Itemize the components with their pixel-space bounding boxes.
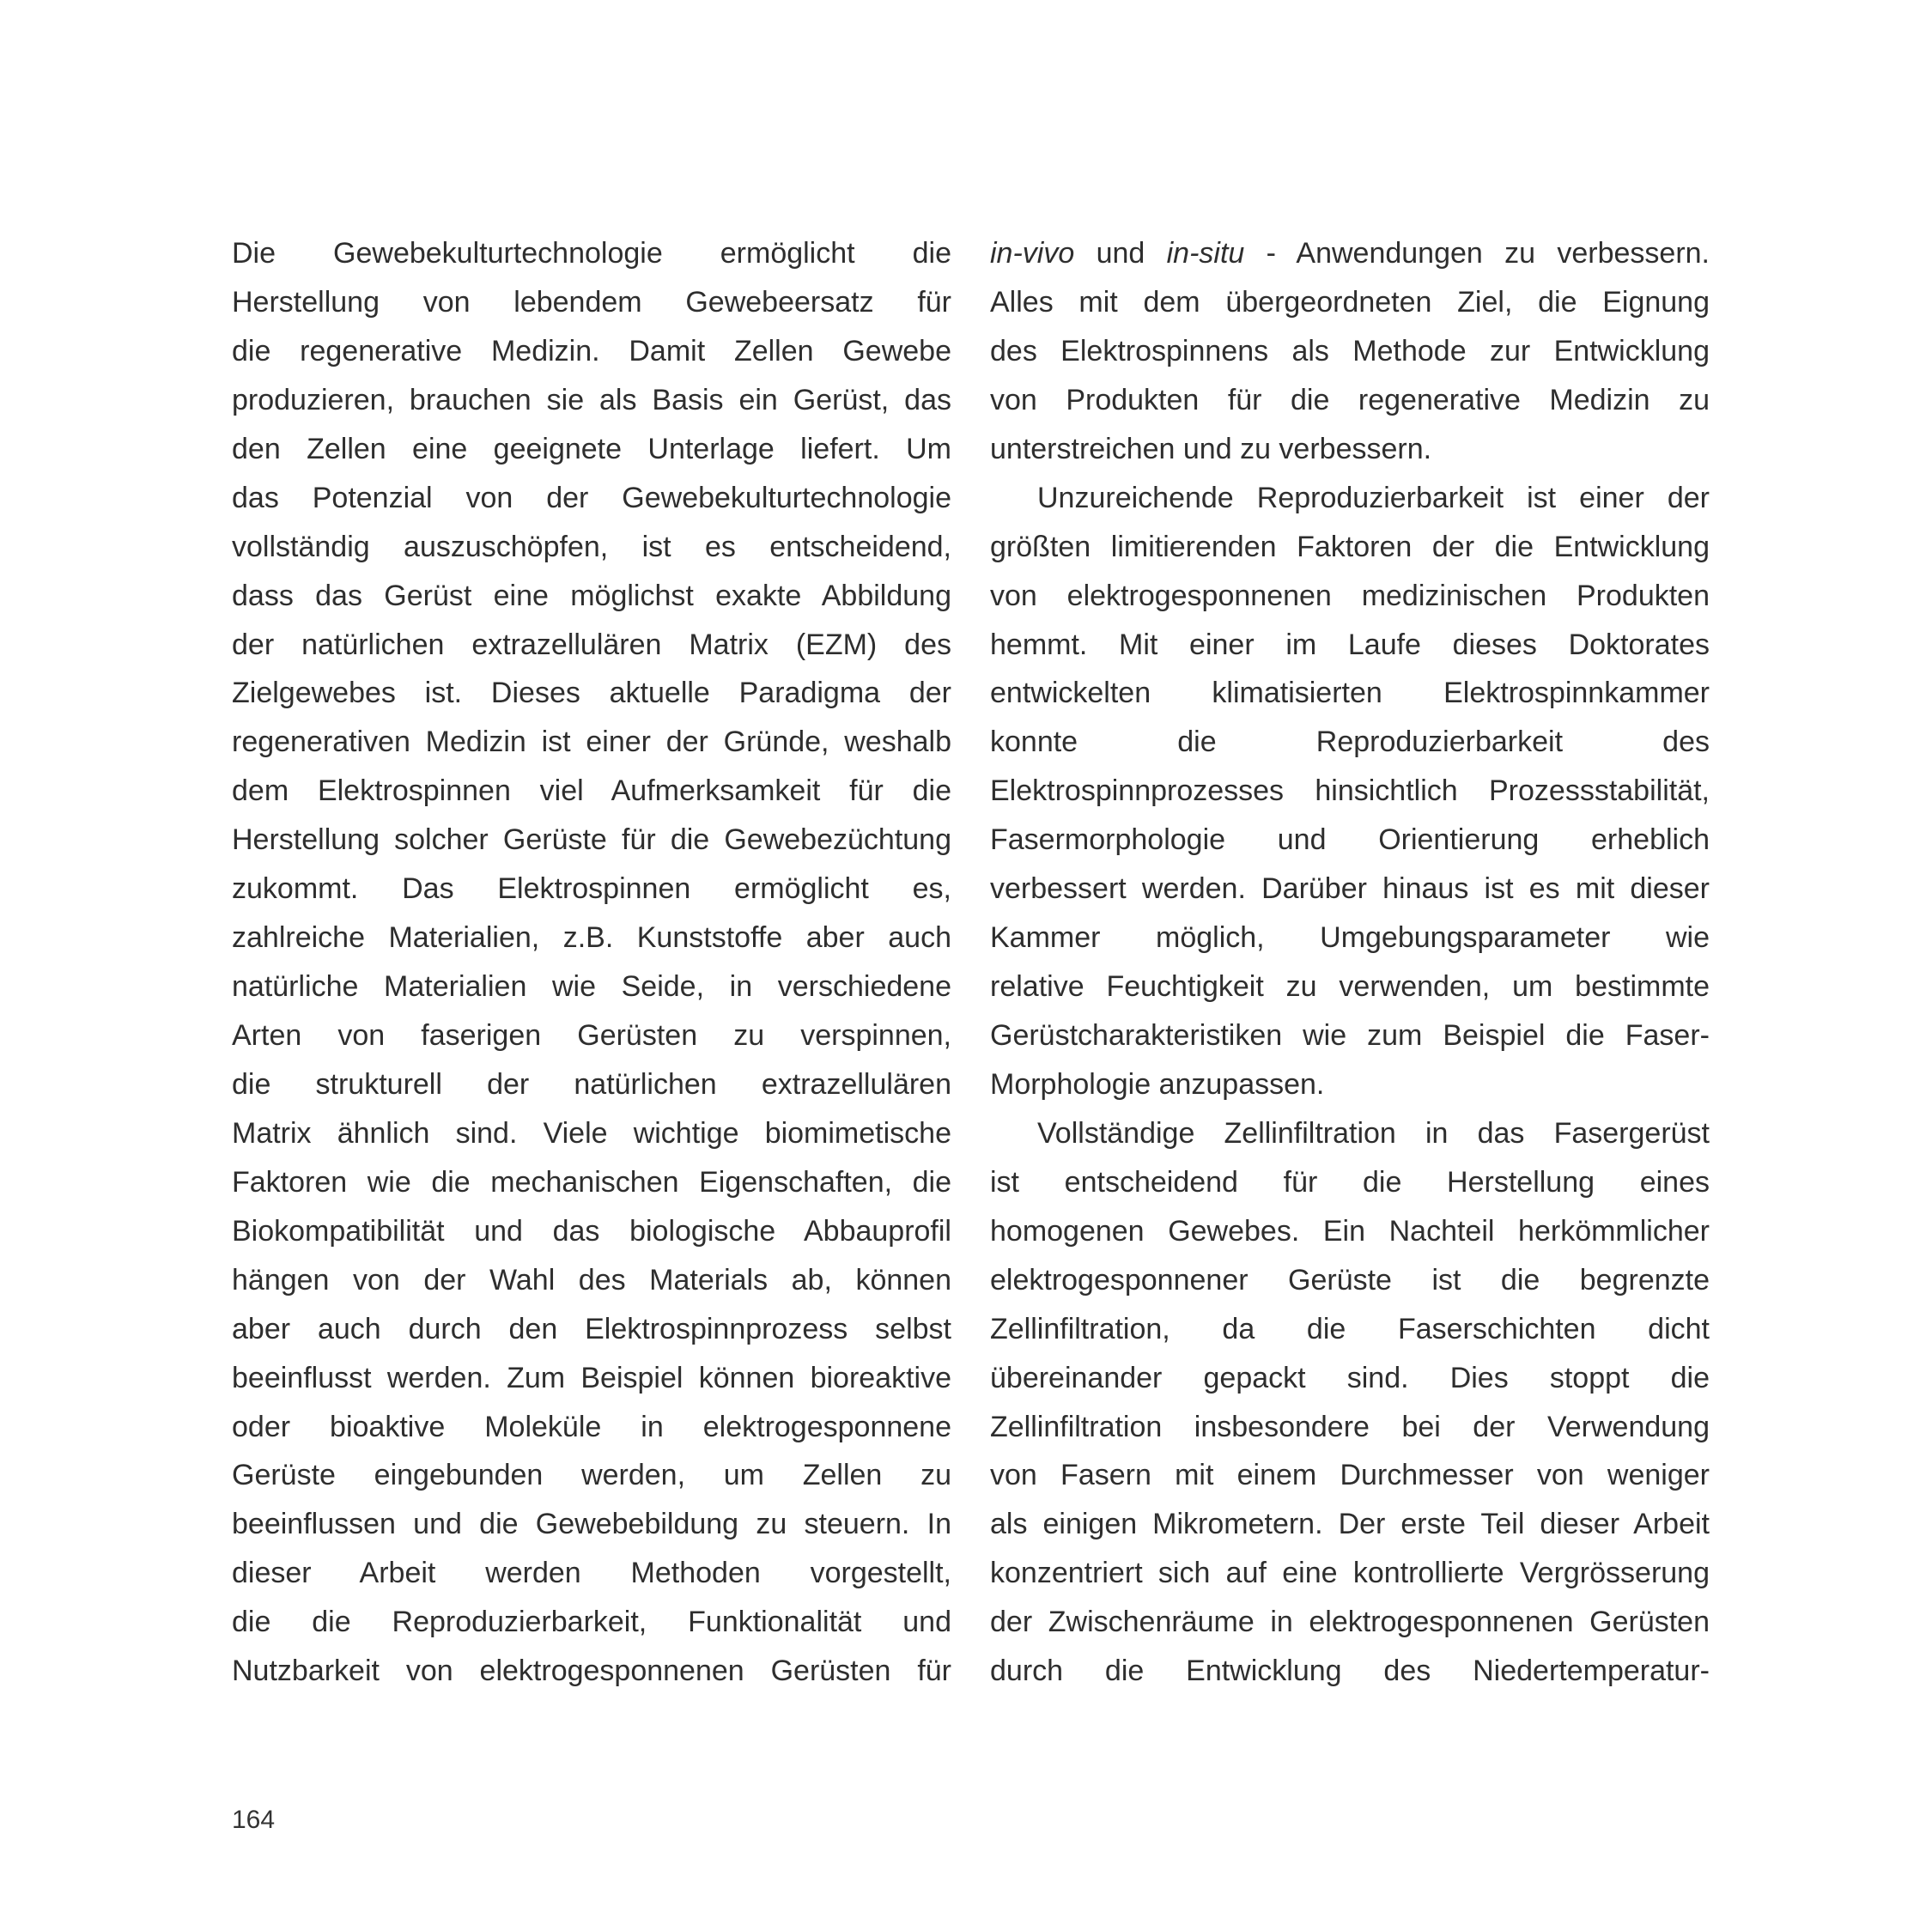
- text-line: Arten von faserigen Gerüsten zu verspinnen,: [232, 1019, 951, 1052]
- text-line: von elektrogesponnenen medizinischen Produkten: [990, 579, 1710, 612]
- text-line: Elektrospinnprozesses hinsichtlich Prozessstabilität,: [990, 774, 1710, 808]
- text-line: dass das Gerüst eine möglichst exakte Abbildung: [232, 579, 951, 612]
- text-line: Nutzbarkeit von elektrogesponnenen Gerüsten für: [232, 1655, 951, 1688]
- text-line: Gerüste eingebunden werden, um Zellen zu: [232, 1459, 951, 1492]
- text-line: Zellinfiltration, da die Faserschichten dicht: [990, 1312, 1710, 1345]
- text-line: Zellinfiltration insbesondere bei der Verwendung: [990, 1410, 1710, 1443]
- line-segment: - Anwendungen zu verbessern.: [1244, 237, 1710, 270]
- text-line: größten limitierenden Faktoren der die Entwicklung: [990, 530, 1710, 563]
- text-line: entwickelten klimatisierten Elektrospinnkammer: [990, 677, 1710, 710]
- text-line: die regenerative Medizin. Damit Zellen Gewebe: [232, 334, 951, 367]
- text-line: Fasermorphologie und Orientierung erheblich: [990, 823, 1710, 857]
- text-line: durch die Entwicklung des Niedertemperatur-: [990, 1655, 1710, 1688]
- text-line: Zielgewebes ist. Dieses aktuelle Paradigma der: [232, 677, 951, 710]
- text-line: die die Reproduzierbarkeit, Funktionalität und: [232, 1606, 951, 1639]
- text-line: der natürlichen extrazellulären Matrix (EZM) des: [232, 628, 951, 661]
- text-line: aber auch durch den Elektrospinnprozess selbst: [232, 1312, 951, 1345]
- text-line: verbessert werden. Darüber hinaus ist es mit dieser: [990, 872, 1710, 906]
- italic-term: in-vivo: [990, 237, 1075, 270]
- text-line: elektrogesponnener Gerüste ist die begrenzte: [990, 1263, 1710, 1296]
- text-line: konzentriert sich auf eine kontrollierte Vergrösserung: [990, 1557, 1710, 1590]
- left-text-column: [232, 229, 951, 1696]
- text-line: Die Gewebekulturtechnologie ermöglicht die: [232, 237, 951, 270]
- text-line: [990, 229, 1710, 278]
- text-line: den Zellen eine geeignete Unterlage liefert. Um: [232, 432, 951, 465]
- text-line: Matrix ähnlich sind. Viele wichtige biomimetische: [232, 1116, 951, 1150]
- paragraph-start-line: Vollständige Zellinfiltration in das Fasergerüst: [1037, 1116, 1710, 1150]
- paragraph-start-line: Unzureichende Reproduzierbarkeit ist einer der: [1037, 481, 1710, 514]
- text-line: homogenen Gewebes. Ein Nachteil herkömmlicher: [990, 1214, 1710, 1248]
- text-line: Gerüstcharakteristiken wie zum Beispiel die Faser-: [990, 1019, 1710, 1052]
- text-line: Faktoren wie die mechanischen Eigenschaften, die: [232, 1165, 951, 1199]
- text-line: unterstreichen und zu verbessern.: [990, 432, 1432, 465]
- text-line: der Zwischenräume in elektrogesponnenen Gerüsten: [990, 1606, 1710, 1639]
- text-line: Alles mit dem übergeordneten Ziel, die Eignung: [990, 285, 1710, 319]
- text-line: ist entscheidend für die Herstellung eines: [990, 1165, 1710, 1199]
- text-line: von Produkten für die regenerative Medizin zu: [990, 383, 1710, 416]
- text-line: des Elektrospinnens als Methode zur Entwicklung: [990, 334, 1710, 367]
- text-line: die strukturell der natürlichen extrazellulären: [232, 1067, 951, 1101]
- text-line: hängen von der Wahl des Materials ab, können: [232, 1263, 951, 1296]
- italic-term: in-situ: [1166, 237, 1245, 270]
- text-line: produzieren, brauchen sie als Basis ein Gerüst, das: [232, 383, 951, 416]
- text-line: zukommt. Das Elektrospinnen ermöglicht es,: [232, 872, 951, 906]
- text-line: hemmt. Mit einer im Laufe dieses Doktorates: [990, 628, 1710, 661]
- text-line: oder bioaktive Moleküle in elektrogesponnene: [232, 1410, 951, 1443]
- right-text-column: [990, 229, 1710, 1696]
- text-line: übereinander gepackt sind. Dies stoppt die: [990, 1361, 1710, 1394]
- text-line: Herstellung solcher Gerüste für die Gewebezüchtung: [232, 823, 951, 857]
- text-line: vollständig auszuschöpfen, ist es entscheidend,: [232, 530, 951, 563]
- text-line: Morphologie anzupassen.: [990, 1067, 1325, 1101]
- text-line: regenerativen Medizin ist einer der Gründe, weshalb: [232, 726, 951, 759]
- text-line: dieser Arbeit werden Methoden vorgestellt,: [232, 1557, 951, 1590]
- text-line: beeinflussen und die Gewebebildung zu steuern. In: [232, 1508, 951, 1541]
- text-line: von Fasern mit einem Durchmesser von weniger: [990, 1459, 1710, 1492]
- text-line: als einigen Mikrometern. Der erste Teil dieser Arbeit: [990, 1508, 1710, 1541]
- text-line: natürliche Materialien wie Seide, in verschiedene: [232, 970, 951, 1004]
- text-line: das Potenzial von der Gewebekulturtechnologie: [232, 481, 951, 514]
- text-line: zahlreiche Materialien, z.B. Kunststoffe aber auch: [232, 921, 951, 955]
- text-line: dem Elektrospinnen viel Aufmerksamkeit für die: [232, 774, 951, 808]
- line-segment: und: [1074, 237, 1167, 270]
- text-line: beeinflusst werden. Zum Beispiel können bioreaktive: [232, 1361, 951, 1394]
- text-line: Herstellung von lebendem Gewebeersatz für: [232, 285, 951, 319]
- text-line: Kammer möglich, Umgebungsparameter wie: [990, 921, 1710, 955]
- text-line: konnte die Reproduzierbarkeit des: [990, 726, 1710, 759]
- text-line: Biokompatibilität und das biologische Abbauprofil: [232, 1214, 951, 1248]
- page-number: 164: [232, 1806, 276, 1834]
- text-line: relative Feuchtigkeit zu verwenden, um bestimmte: [990, 970, 1710, 1004]
